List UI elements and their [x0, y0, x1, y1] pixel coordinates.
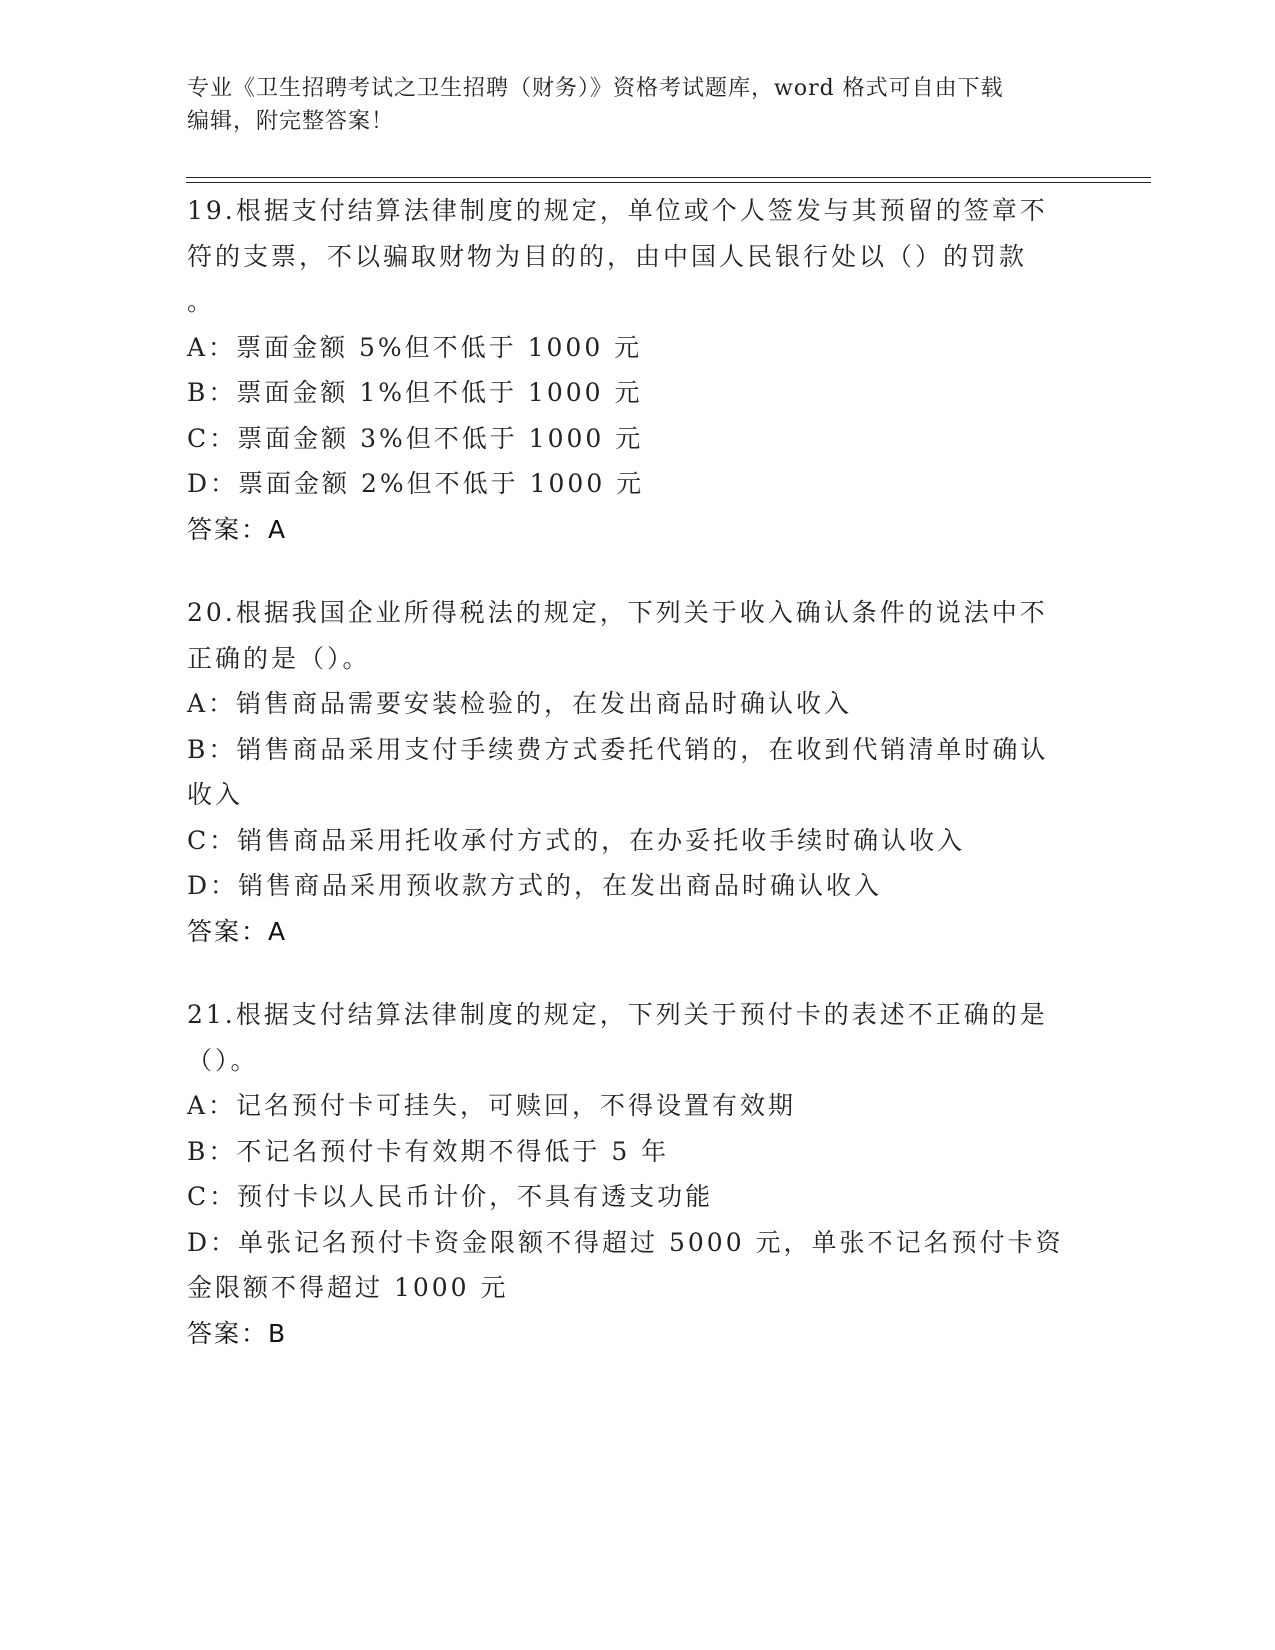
- question-21: [187, 992, 1077, 1356]
- answer-line: 答案：A: [187, 916, 288, 946]
- question-stem-line: 21.根据支付结算法律制度的规定，下列关于预付卡的表述不正确的是: [187, 1000, 1048, 1029]
- option-a: A：销售商品需要安装检验的，在发出商品时确认收入: [187, 689, 853, 718]
- option-c: C：预付卡以人民币计价，不具有透支功能: [187, 1182, 714, 1211]
- question-stem-line: 符的支票，不以骗取财物为目的的，由中国人民银行处以（）的罚款: [187, 241, 1028, 271]
- option-b-continued: 收入: [187, 780, 244, 809]
- header-line-1: 专业《卫生招聘考试之卫生招聘（财务）》资格考试题库，word 格式可自由下载: [187, 76, 1004, 101]
- option-b: B：销售商品采用支付手续费方式委托代销的，在收到代销清单时确认: [187, 734, 1049, 764]
- option-c: C：销售商品采用托收承付方式的，在办妥托收手续时确认收入: [187, 825, 966, 855]
- option-d: D：销售商品采用预收款方式的，在发出商品时确认收入: [187, 871, 883, 900]
- answer-line: 答案：B: [187, 1318, 288, 1348]
- header-line-2: 编辑，附完整答案！: [187, 109, 395, 134]
- option-c: C：票面金额 3%但不低于 1000 元: [187, 423, 644, 453]
- document-header: [187, 72, 1067, 138]
- question-list: [187, 188, 1077, 1394]
- option-d: D：单张记名预付卡资金限额不得超过 5000 元，单张不记名预付卡资: [187, 1227, 1064, 1257]
- question-stem-line: （）。: [187, 1045, 259, 1075]
- option-a: A：记名预付卡可挂失，可赎回，不得设置有效期: [187, 1091, 797, 1120]
- option-d-continued: 金限额不得超过 1000 元: [187, 1273, 509, 1302]
- question-20: [187, 590, 1077, 954]
- answer-line: 答案：A: [187, 514, 288, 544]
- option-b: B：票面金额 1%但不低于 1000 元: [187, 378, 643, 407]
- question-19: [187, 188, 1077, 552]
- header-rule-top: [186, 177, 1151, 178]
- header-rule-bottom: [186, 182, 1151, 183]
- question-stem-line: 。: [187, 287, 216, 316]
- question-stem-line: 20.根据我国企业所得税法的规定，下列关于收入确认条件的说法中不: [187, 598, 1048, 627]
- option-b: B：不记名预付卡有效期不得低于 5 年: [187, 1136, 670, 1166]
- option-d: D：票面金额 2%但不低于 1000 元: [187, 469, 645, 498]
- question-stem-line: 19.根据支付结算法律制度的规定，单位或个人签发与其预留的签章不: [187, 196, 1048, 225]
- option-a: A：票面金额 5%但不低于 1000 元: [187, 332, 643, 362]
- question-stem-line: 正确的是（）。: [187, 643, 371, 673]
